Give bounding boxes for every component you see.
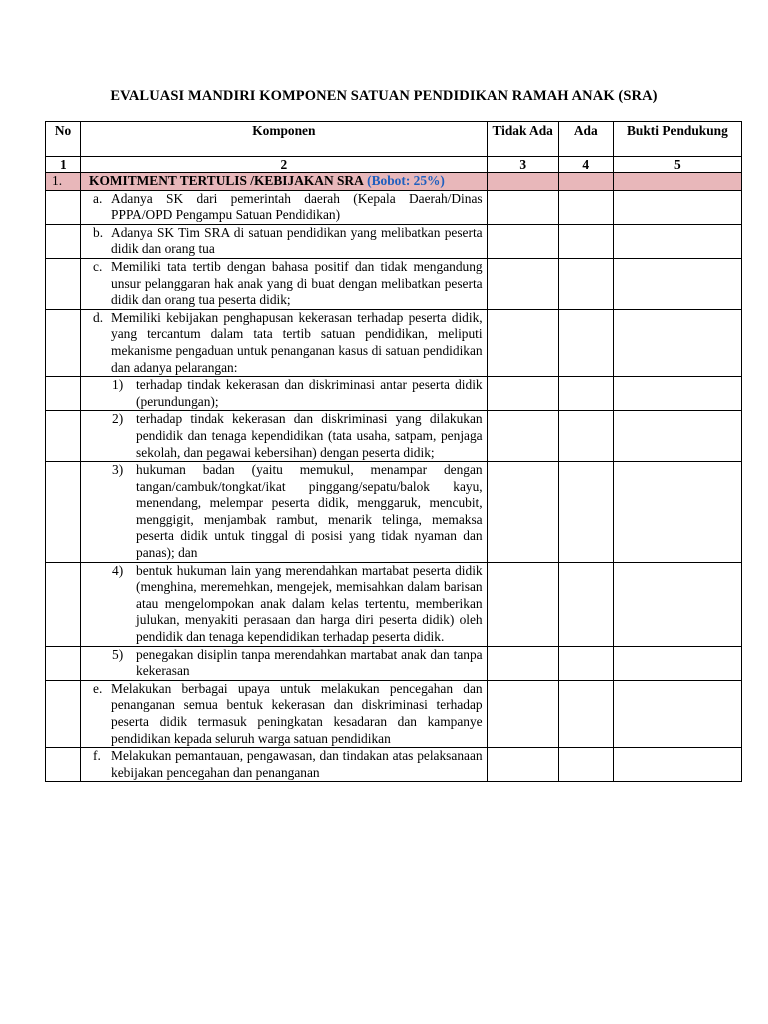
item-marker: 3): [112, 462, 124, 478]
tidak-ada-cell[interactable]: [487, 646, 558, 680]
komponen-cell: [81, 646, 488, 680]
row-number-cell: [46, 680, 81, 747]
column-number-row: [46, 157, 742, 173]
item-text: Memiliki tata tertib dengan bahasa positif dan tidak mengandung unsur pelanggaran hak anak yang di buat dengan melibatkan peserta didik dan orang tua peserta didik;: [111, 258, 483, 308]
bukti-cell[interactable]: [613, 309, 741, 376]
table-subrow: [46, 411, 742, 462]
komponen-cell: [81, 462, 488, 563]
bukti-cell[interactable]: [613, 680, 741, 747]
ada-cell[interactable]: [558, 411, 613, 462]
ada-cell[interactable]: [558, 646, 613, 680]
row-number-cell: [46, 562, 81, 646]
tidak-ada-cell[interactable]: [487, 224, 558, 258]
bukti-cell[interactable]: [613, 190, 741, 224]
tidak-ada-cell[interactable]: [487, 562, 558, 646]
section-row: [46, 173, 742, 191]
table-row: [46, 680, 742, 747]
list-item: [85, 681, 483, 747]
table-row: [46, 258, 742, 309]
column-number: 3: [487, 157, 558, 173]
row-number-cell: [46, 258, 81, 309]
column-number: 1: [46, 157, 81, 173]
ada-cell[interactable]: [558, 224, 613, 258]
bukti-cell[interactable]: [613, 173, 741, 191]
ada-cell[interactable]: [558, 377, 613, 411]
bukti-cell[interactable]: [613, 258, 741, 309]
section-number: 1.: [46, 173, 81, 191]
header-ada: Ada: [558, 122, 613, 157]
bukti-cell[interactable]: [613, 462, 741, 563]
item-marker: 5): [112, 646, 124, 662]
item-text: penegakan disiplin tanpa merendahkan martabat anak dan tanpa kekerasan: [136, 646, 483, 679]
item-marker: 1): [112, 377, 124, 393]
komponen-cell: [81, 309, 488, 376]
list-item: [85, 411, 483, 461]
bukti-cell[interactable]: [613, 748, 741, 782]
item-marker: c.: [93, 258, 103, 274]
row-number-cell: [46, 411, 81, 462]
komponen-cell: [81, 748, 488, 782]
tidak-ada-cell[interactable]: [487, 190, 558, 224]
row-number-cell: [46, 462, 81, 563]
list-item: [85, 310, 483, 376]
item-marker: 2): [112, 411, 124, 427]
table-row: [46, 748, 742, 782]
tidak-ada-cell[interactable]: [487, 462, 558, 563]
item-text: Melakukan pemantauan, pengawasan, dan tindakan atas pelaksanaan kebijakan pencegahan dan penanganan: [111, 748, 483, 780]
header-bukti-pendukung: Bukti Pendukung: [613, 122, 741, 157]
item-text: Adanya SK Tim SRA di satuan pendidikan yang melibatkan peserta didik dan orang tua: [111, 224, 483, 257]
tidak-ada-cell[interactable]: [487, 309, 558, 376]
table-subrow: [46, 462, 742, 563]
column-number: 4: [558, 157, 613, 173]
ada-cell[interactable]: [558, 190, 613, 224]
table-row: [46, 190, 742, 224]
table-row: [46, 309, 742, 376]
ada-cell[interactable]: [558, 173, 613, 191]
komponen-cell: [81, 224, 488, 258]
ada-cell[interactable]: [558, 680, 613, 747]
item-text: Adanya SK dari pemerintah daerah (Kepala Daerah/Dinas PPPA/OPD Pengampu Satuan Pendidikan): [111, 190, 483, 223]
tidak-ada-cell[interactable]: [487, 748, 558, 782]
item-marker: b.: [93, 224, 104, 240]
list-item: [85, 647, 483, 680]
header-no: No: [46, 122, 81, 157]
row-number-cell: [46, 748, 81, 782]
items-body: [46, 190, 742, 782]
bukti-cell[interactable]: [613, 646, 741, 680]
ada-cell[interactable]: [558, 462, 613, 563]
column-number: 2: [81, 157, 488, 173]
bukti-cell[interactable]: [613, 377, 741, 411]
item-marker: d.: [93, 309, 104, 325]
item-text: Memiliki kebijakan penghapusan kekerasan terhadap peserta didik, yang tercantum dalam tata tertib satuan pendidikan, meliputi mekanisme pengaduan untuk penanganan kasus di satuan pendidikan dan adanya pelarangan:: [111, 309, 483, 375]
ada-cell[interactable]: [558, 562, 613, 646]
item-marker: 4): [112, 562, 124, 578]
header-komponen: Komponen: [81, 122, 488, 157]
header-row: [46, 122, 742, 157]
table-row: [46, 224, 742, 258]
tidak-ada-cell[interactable]: [487, 377, 558, 411]
komponen-cell: [81, 377, 488, 411]
table-subrow: [46, 562, 742, 646]
bukti-cell[interactable]: [613, 562, 741, 646]
item-marker: f.: [93, 748, 101, 764]
komponen-cell: [81, 562, 488, 646]
section-title: KOMITMENT TERTULIS /KEBIJAKAN SRA: [89, 173, 364, 188]
komponen-cell: [81, 680, 488, 747]
bukti-cell[interactable]: [613, 224, 741, 258]
row-number-cell: [46, 309, 81, 376]
item-text: terhadap tindak kekerasan dan diskriminasi antar peserta didik (perundungan);: [136, 377, 483, 409]
row-number-cell: [46, 646, 81, 680]
list-item: [85, 225, 483, 258]
tidak-ada-cell[interactable]: [487, 173, 558, 191]
komponen-cell: [81, 190, 488, 224]
item-text: Melakukan berbagai upaya untuk melakukan pencegahan dan penanganan semua bentuk kekerasan dan diskriminasi terhadap peserta didik termasuk peningkatan kesadaran dan kampanye pendidikan kepada seluruh warga satuan pendidikan: [111, 680, 483, 746]
document-title: EVALUASI MANDIRI KOMPONEN SATUAN PENDIDIKAN RAMAH ANAK (SRA): [110, 88, 658, 104]
row-number-cell: [46, 224, 81, 258]
item-marker: a.: [93, 190, 103, 206]
section-title-cell: [81, 173, 488, 191]
table-subrow: [46, 377, 742, 411]
tidak-ada-cell[interactable]: [487, 258, 558, 309]
row-number-cell: [46, 190, 81, 224]
row-number-cell: [46, 377, 81, 411]
list-item: [85, 191, 483, 224]
bukti-cell[interactable]: [613, 411, 741, 462]
item-text: bentuk hukuman lain yang merendahkan martabat peserta didik (menghina, meremehkan, mengejek, memisahkan dalam barisan atau mengelompokan anak dalam kelas tertentu, memberikan julukan, menyakiti perasaan dan harga diri peserta didik) oleh pendidik dan tenaga kependidikan terhadap peserta didik.: [136, 562, 483, 645]
komponen-cell: [81, 411, 488, 462]
ada-cell[interactable]: [558, 309, 613, 376]
table-subrow: [46, 646, 742, 680]
column-number: 5: [613, 157, 741, 173]
ada-cell[interactable]: [558, 258, 613, 309]
tidak-ada-cell[interactable]: [487, 680, 558, 747]
komponen-cell: [81, 258, 488, 309]
list-item: [85, 259, 483, 309]
evaluation-table: [45, 121, 742, 782]
tidak-ada-cell[interactable]: [487, 411, 558, 462]
ada-cell[interactable]: [558, 748, 613, 782]
list-item: [85, 377, 483, 410]
section-weight: (Bobot: 25%): [367, 173, 445, 188]
list-item: [85, 563, 483, 646]
item-text: terhadap tindak kekerasan dan diskriminasi yang dilakukan pendidik dan tenaga kependidikan (tata usaha, satpam, penjaga sekolah, dan pegawai kebersihan) dengan peserta didik;: [136, 411, 483, 460]
header-tidak-ada: Tidak Ada: [487, 122, 558, 157]
item-marker: e.: [93, 680, 103, 696]
list-item: [85, 748, 483, 781]
item-text: hukuman badan (yaitu memukul, menampar dengan tangan/cambuk/tongkat/ikat pinggang/sepatu/balok kayu, menendang, melempar peserta didik, menggaruk, mencubit, menggigit, menjambak rambut, menarik telinga, memaksa peserta didik untuk tinggal di posisi yang tidak nyaman dan panas); dan: [136, 462, 483, 561]
list-item: [85, 462, 483, 562]
